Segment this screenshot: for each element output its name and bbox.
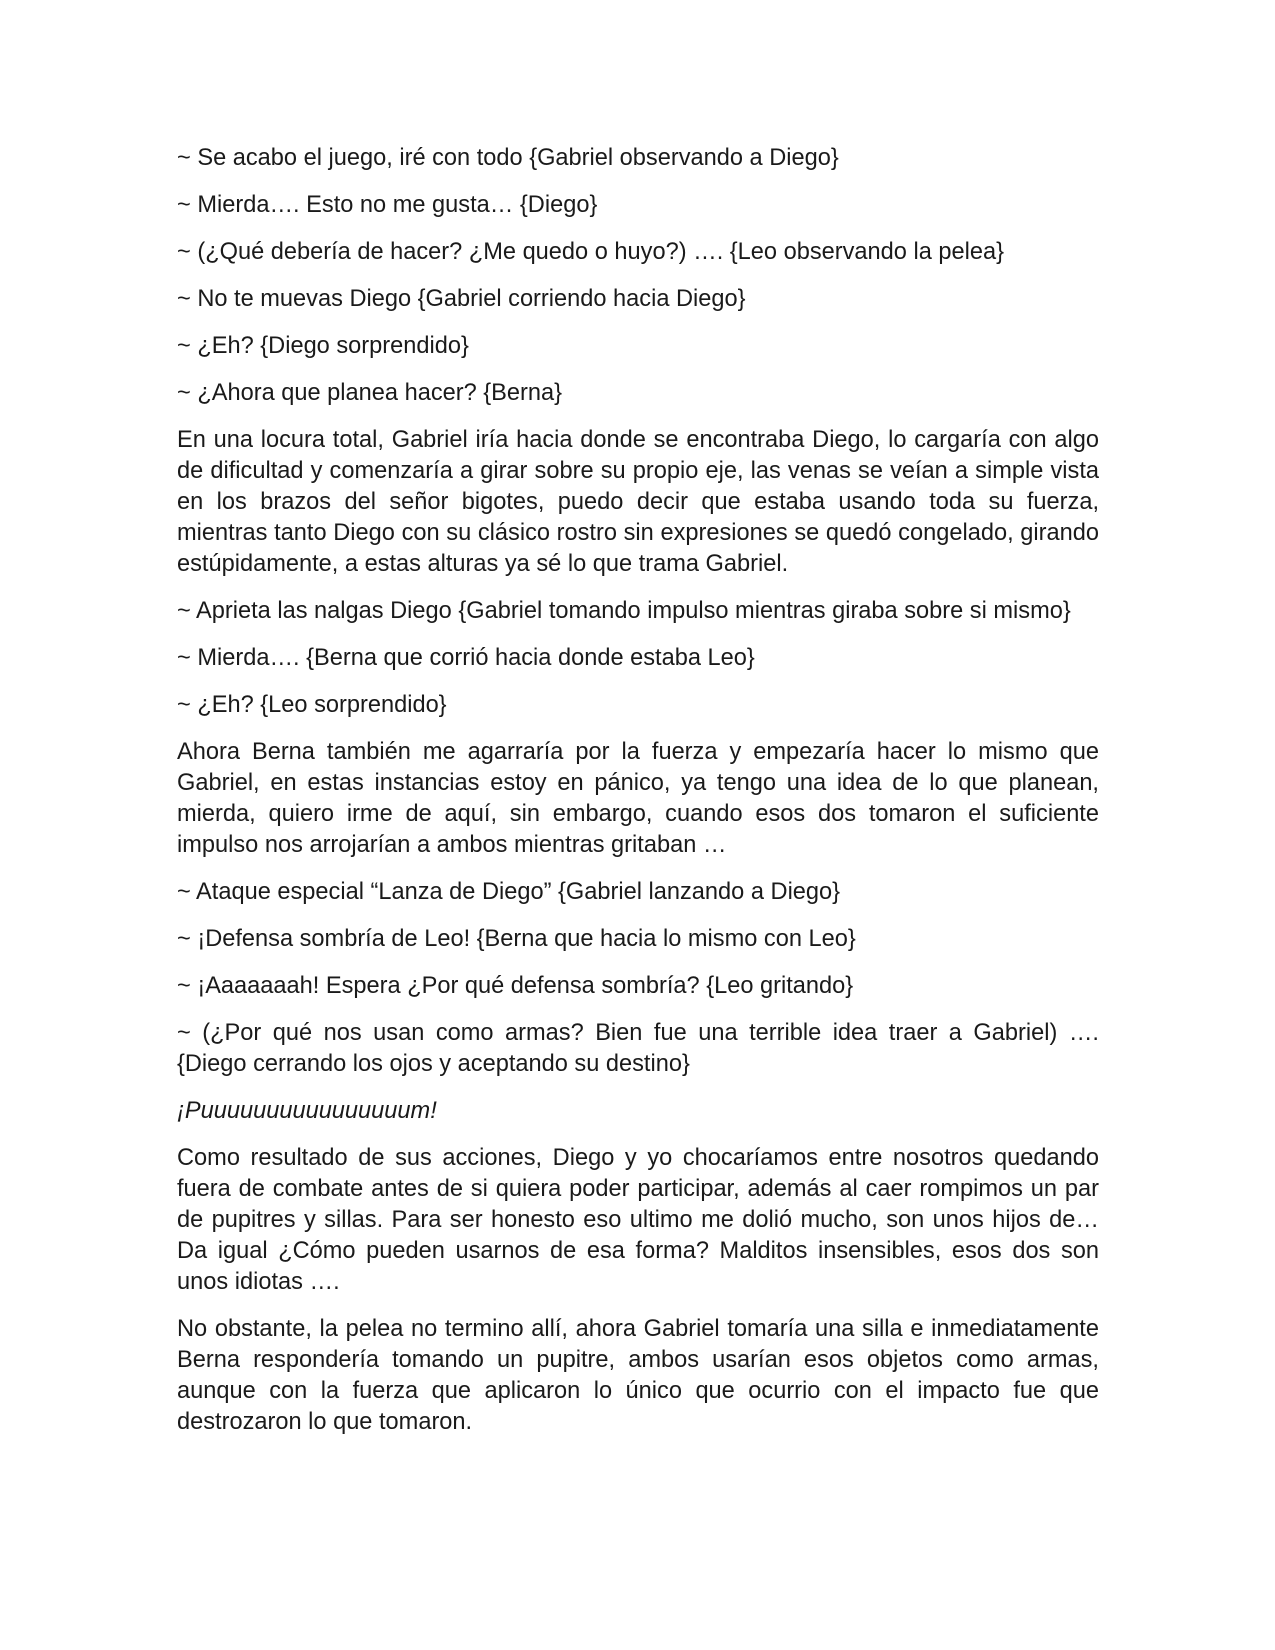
dialogue-line: ~ No te muevas Diego {Gabriel corriendo hacia Diego} bbox=[177, 286, 746, 312]
document-page bbox=[177, 143, 1099, 1454]
narration-paragraph: En una locura total, Gabriel iría hacia donde se encontraba Diego, lo cargaría con algo de dificultad y comenzaría a girar sobre su propio eje, las venas se veían a simple vista en los brazos del señor bigotes, puedo decir que estaba usando toda su fuerza, mientras tanto Diego con su clásico rostro sin expresiones se quedó congelado, girando estúpidamente, a estas alturas ya sé lo que trama Gabriel. bbox=[177, 427, 1099, 577]
dialogue-line: ~ ¿Eh? {Leo sorprendido} bbox=[177, 692, 447, 718]
dialogue-line: ~ Mierda…. {Berna que corrió hacia donde estaba Leo} bbox=[177, 645, 755, 671]
dialogue-line: ~ Aprieta las nalgas Diego {Gabriel tomando impulso mientras giraba sobre si mismo} bbox=[177, 598, 1071, 624]
dialogue-line: ~ ¿Ahora que planea hacer? {Berna} bbox=[177, 380, 562, 406]
dialogue-line: ~ Mierda…. Esto no me gusta… {Diego} bbox=[177, 192, 598, 218]
dialogue-line: ~ ¿Eh? {Diego sorprendido} bbox=[177, 333, 469, 359]
narration-paragraph: No obstante, la pelea no termino allí, ahora Gabriel tomaría una silla e inmediatamente Berna respondería tomando un pupitre, ambos usarían esos objetos como armas, aunque con la fuerza que aplicaron lo único que ocurrio con el impacto fue que destrozaron lo que tomaron. bbox=[177, 1316, 1099, 1435]
dialogue-line: ~ ¡Aaaaaaah! Espera ¿Por qué defensa sombría? {Leo gritando} bbox=[177, 973, 854, 999]
narration-paragraph: Como resultado de sus acciones, Diego y yo chocaríamos entre nosotros quedando fuera de combate antes de si quiera poder participar, además al caer rompimos un par de pupitres y sillas. Para ser honesto eso ultimo me dolió mucho, son unos hijos de… Da igual ¿Cómo pueden usarnos de esa forma? Malditos insensibles, esos dos son unos idiotas …. bbox=[177, 1145, 1099, 1295]
dialogue-line: ~ (¿Qué debería de hacer? ¿Me quedo o huyo?) …. {Leo observando la pelea} bbox=[177, 239, 1004, 265]
sound-effect: ¡Puuuuuuuuuuuuuuuum! bbox=[177, 1098, 437, 1124]
dialogue-line: ~ Ataque especial “Lanza de Diego” {Gabriel lanzando a Diego} bbox=[177, 879, 841, 905]
narration-paragraph: Ahora Berna también me agarraría por la fuerza y empezaría hacer lo mismo que Gabriel, en estas instancias estoy en pánico, ya tengo una idea de lo que planean, mierda, quiero irme de aquí, sin embargo, cuando esos dos tomaron el suficiente impulso nos arrojarían a ambos mientras gritaban … bbox=[177, 739, 1099, 858]
dialogue-line: ~ Se acabo el juego, iré con todo {Gabriel observando a Diego} bbox=[177, 145, 839, 171]
dialogue-line: ~ ¡Defensa sombría de Leo! {Berna que hacia lo mismo con Leo} bbox=[177, 926, 856, 952]
dialogue-line: ~ (¿Por qué nos usan como armas? Bien fue una terrible idea traer a Gabriel) …. {Diego cerrando los ojos y aceptando su destino} bbox=[177, 1020, 1099, 1077]
